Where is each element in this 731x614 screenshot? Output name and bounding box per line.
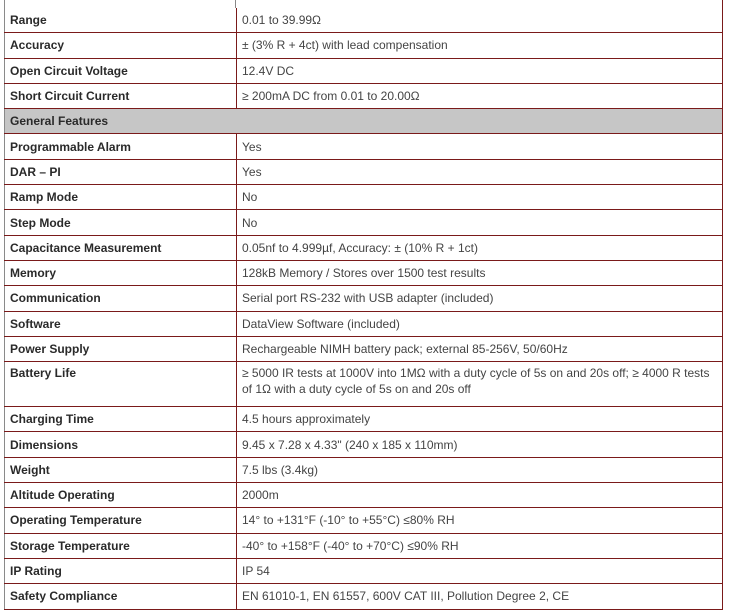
- specifications-table-body: [5, 8, 723, 609]
- table-row: [5, 286, 723, 311]
- table-row: [5, 33, 723, 58]
- specifications-table: [4, 8, 723, 610]
- table-row: [5, 584, 723, 609]
- spec-value: 0.01 to 39.99Ω: [237, 8, 723, 33]
- spec-label: Ramp Mode: [5, 185, 237, 210]
- table-row: [5, 483, 723, 508]
- spec-value: EN 61010-1, EN 61557, 600V CAT III, Pollution Degree 2, CE: [237, 584, 723, 609]
- spec-label: Operating Temperature: [5, 508, 237, 533]
- table-top-edge: [4, 0, 724, 8]
- spec-label: DAR – PI: [5, 159, 237, 184]
- table-row: [5, 558, 723, 583]
- spec-value: 14° to +131°F (-10° to +55°C) ≤80% RH: [237, 508, 723, 533]
- spec-label: Storage Temperature: [5, 533, 237, 558]
- spec-label: IP Rating: [5, 558, 237, 583]
- spec-label: Charging Time: [5, 407, 237, 432]
- table-row: [5, 311, 723, 336]
- spec-label: Range: [5, 8, 237, 33]
- spec-label: Short Circuit Current: [5, 83, 237, 108]
- table-row: [5, 235, 723, 260]
- spec-label: Capacitance Measurement: [5, 235, 237, 260]
- table-row: [5, 260, 723, 285]
- spec-value: Yes: [237, 159, 723, 184]
- table-row: [5, 210, 723, 235]
- spec-value: 7.5 lbs (3.4kg): [237, 457, 723, 482]
- table-row: [5, 185, 723, 210]
- spec-label: Safety Compliance: [5, 584, 237, 609]
- section-header-row: [5, 109, 723, 134]
- spec-value: 2000m: [237, 483, 723, 508]
- table-row: [5, 58, 723, 83]
- spec-label: Accuracy: [5, 33, 237, 58]
- spec-label: Battery Life: [5, 362, 237, 407]
- spec-value: 12.4V DC: [237, 58, 723, 83]
- spec-label: Communication: [5, 286, 237, 311]
- spec-value: IP 54: [237, 558, 723, 583]
- spec-value: No: [237, 210, 723, 235]
- spec-value: 4.5 hours approximately: [237, 407, 723, 432]
- spec-label: Power Supply: [5, 336, 237, 361]
- table-row: [5, 83, 723, 108]
- spec-value: 128kB Memory / Stores over 1500 test results: [237, 260, 723, 285]
- spec-value: Rechargeable NIMH battery pack; external 85-256V, 50/60Hz: [237, 336, 723, 361]
- table-row: [5, 336, 723, 361]
- spec-label: Open Circuit Voltage: [5, 58, 237, 83]
- spec-value: No: [237, 185, 723, 210]
- spec-value: DataView Software (included): [237, 311, 723, 336]
- table-row: [5, 407, 723, 432]
- table-row: [5, 8, 723, 33]
- spec-value: Yes: [237, 134, 723, 159]
- spec-value: ≥ 5000 IR tests at 1000V into 1MΩ with a duty cycle of 5s on and 20s off; ≥ 4000 R tests of 1Ω with a duty cycle of 5s on and 20s off: [237, 362, 723, 407]
- section-title: General Features: [5, 109, 723, 134]
- table-row: [5, 533, 723, 558]
- spec-label: Software: [5, 311, 237, 336]
- spec-label: Weight: [5, 457, 237, 482]
- spec-value: 0.05nf to 4.999µf, Accuracy: ± (10% R + 1ct): [237, 235, 723, 260]
- table-row: [5, 508, 723, 533]
- spec-label: Step Mode: [5, 210, 237, 235]
- table-row: [5, 432, 723, 457]
- spec-value: -40° to +158°F (-40° to +70°C) ≤90% RH: [237, 533, 723, 558]
- table-row: [5, 159, 723, 184]
- table-row: [5, 134, 723, 159]
- spec-label: Dimensions: [5, 432, 237, 457]
- spec-value: Serial port RS-232 with USB adapter (included): [237, 286, 723, 311]
- spec-value: ≥ 200mA DC from 0.01 to 20.00Ω: [237, 83, 723, 108]
- spec-label: Altitude Operating: [5, 483, 237, 508]
- table-row: [5, 362, 723, 407]
- spec-label: Memory: [5, 260, 237, 285]
- spec-value: ± (3% R + 4ct) with lead compensation: [237, 33, 723, 58]
- spec-label: Programmable Alarm: [5, 134, 237, 159]
- table-row: [5, 457, 723, 482]
- spec-value: 9.45 x 7.28 x 4.33" (240 x 185 x 110mm): [237, 432, 723, 457]
